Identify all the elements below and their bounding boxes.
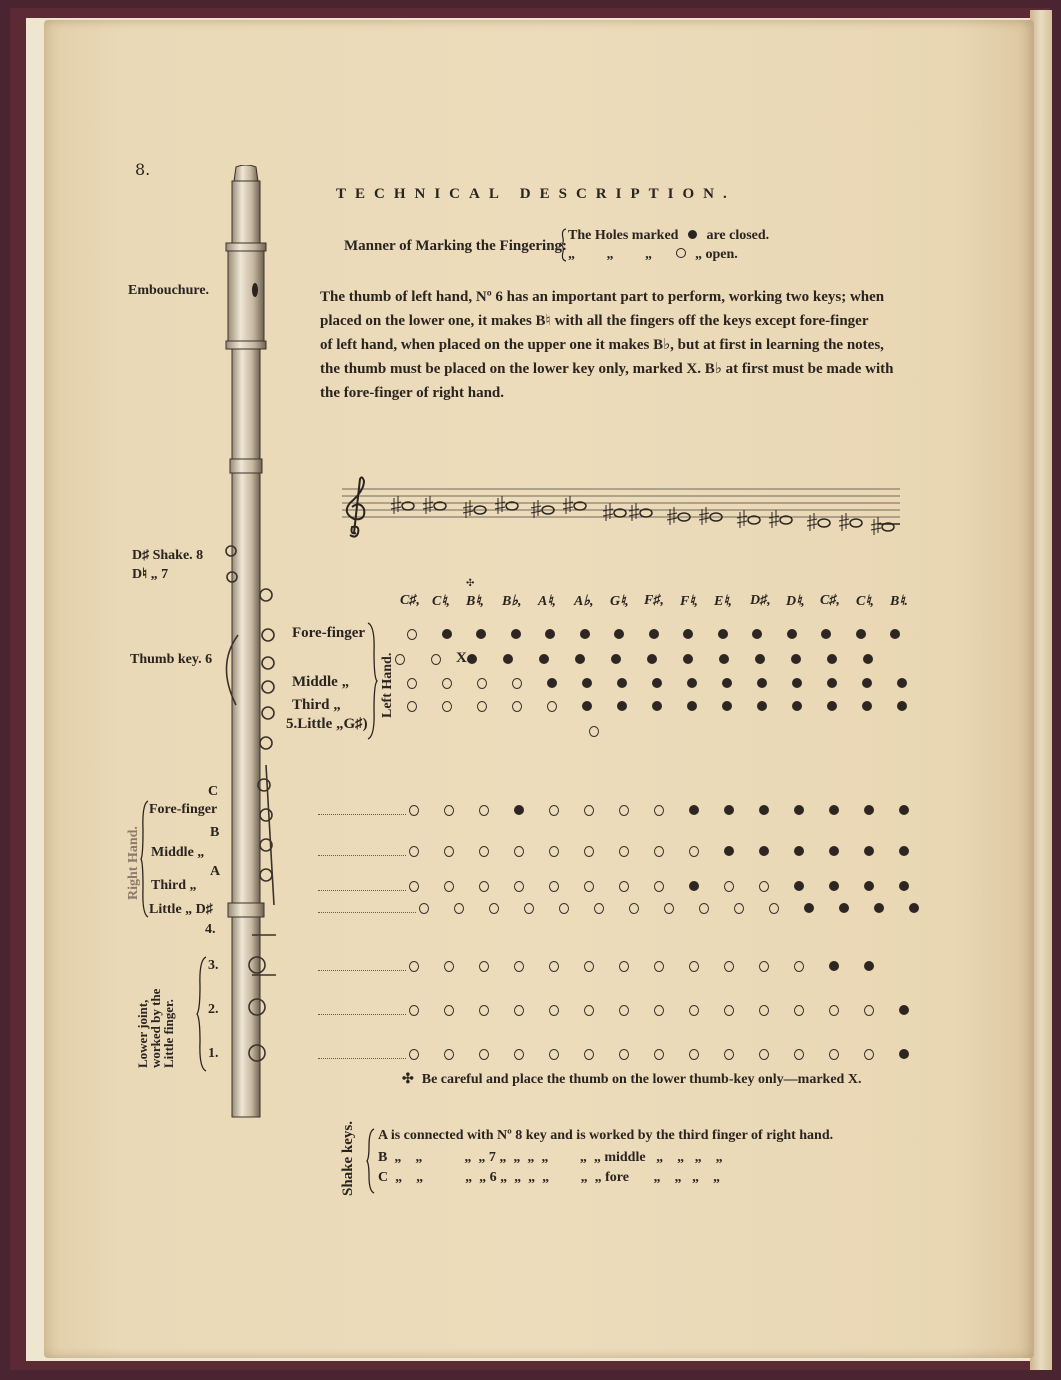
rh-fore-label: Fore-finger bbox=[149, 802, 218, 817]
treble-clef-icon bbox=[347, 477, 364, 536]
closed-hole-icon bbox=[582, 701, 592, 711]
open-hole-icon bbox=[549, 805, 559, 816]
page-title: TECHNICAL DESCRIPTION. bbox=[336, 186, 736, 202]
open-hole-icon bbox=[479, 1049, 489, 1060]
shake-keys-label: Shake keys. bbox=[340, 1120, 356, 1196]
leader-line bbox=[318, 1058, 406, 1059]
closed-hole-icon bbox=[442, 629, 452, 639]
leader-line bbox=[318, 912, 416, 913]
open-hole-icon bbox=[689, 846, 699, 857]
open-hole-icon bbox=[479, 805, 489, 816]
closed-hole-icon bbox=[687, 701, 697, 711]
closed-hole-icon bbox=[611, 654, 621, 664]
open-hole-icon bbox=[444, 961, 454, 972]
closed-hole-icon bbox=[829, 805, 839, 815]
accidental-icon bbox=[563, 496, 573, 514]
closed-hole-icon bbox=[827, 701, 837, 711]
closed-hole-icon bbox=[719, 654, 729, 664]
closed-hole-icon bbox=[864, 805, 874, 815]
closed-hole-icon bbox=[899, 805, 909, 815]
open-hole-icon bbox=[619, 1049, 629, 1060]
open-hole-icon bbox=[409, 805, 419, 816]
closed-hole-icon bbox=[890, 629, 900, 639]
open-hole-icon bbox=[654, 1005, 664, 1016]
closed-hole-icon bbox=[899, 1005, 909, 1015]
key-b-label: B bbox=[210, 825, 220, 840]
open-hole-icon bbox=[724, 1005, 734, 1016]
open-hole-icon bbox=[654, 881, 664, 892]
leader-line bbox=[318, 855, 406, 856]
music-staff bbox=[340, 475, 905, 545]
closed-hole-icon bbox=[909, 903, 919, 913]
open-hole-icon bbox=[444, 1005, 454, 1016]
open-hole-icon bbox=[584, 805, 594, 816]
closed-hole-icon bbox=[503, 654, 513, 664]
open-hole-icon bbox=[407, 678, 417, 689]
marking-line-closed bbox=[568, 228, 769, 244]
open-hole-icon bbox=[407, 701, 417, 712]
accidental-icon bbox=[769, 510, 779, 528]
open-hole-icon bbox=[512, 678, 522, 689]
closed-hole-icon bbox=[649, 629, 659, 639]
open-hole-icon bbox=[395, 654, 405, 665]
lower-joint-line: Lower joint, bbox=[135, 999, 150, 1068]
accidental-icon bbox=[737, 510, 747, 528]
d-natural-label: D♮ „ 7 bbox=[132, 567, 169, 582]
closed-hole-icon bbox=[511, 629, 521, 639]
closed-hole-icon bbox=[547, 678, 557, 688]
embouchure-label: Embouchure. bbox=[128, 283, 210, 298]
open-hole-icon bbox=[419, 903, 429, 914]
open-hole-icon bbox=[549, 881, 559, 892]
open-hole-icon bbox=[724, 961, 734, 972]
open-hole-icon bbox=[514, 1005, 524, 1016]
leader-line bbox=[318, 814, 406, 815]
open-hole-icon bbox=[409, 846, 419, 857]
open-hole-icon bbox=[759, 1049, 769, 1060]
note-name: B♮. bbox=[890, 594, 908, 609]
closed-hole-icon bbox=[647, 654, 657, 664]
open-hole-icon bbox=[759, 961, 769, 972]
closed-hole-icon bbox=[827, 678, 837, 688]
accidental-icon bbox=[629, 503, 639, 521]
closed-hole-icon bbox=[722, 701, 732, 711]
accidental-icon bbox=[495, 496, 505, 514]
shake-key-c-line: C „ „ „ „ 6 „ „ „ „ „ „ fore „ „ „ „ bbox=[378, 1170, 720, 1185]
closed-hole-icon bbox=[791, 654, 801, 664]
open-hole-icon bbox=[829, 1049, 839, 1060]
open-hole-icon bbox=[654, 1049, 664, 1060]
open-hole-icon bbox=[759, 881, 769, 892]
accidental-icon bbox=[603, 503, 613, 521]
open-hole-icon bbox=[689, 1049, 699, 1060]
closed-hole-icon bbox=[897, 701, 907, 711]
closed-hole-icon bbox=[821, 629, 831, 639]
open-hole-icon bbox=[699, 903, 709, 914]
open-hole-icon bbox=[409, 1049, 419, 1060]
closed-hole-icon bbox=[689, 881, 699, 891]
open-hole-icon bbox=[589, 726, 599, 737]
open-hole-icon bbox=[479, 846, 489, 857]
marking-open-prefix: „ „ „ bbox=[568, 247, 666, 262]
intro-line: placed on the lower one, it makes B♮ with all the fingers off the keys except fore-finger bbox=[320, 313, 869, 329]
open-hole-icon bbox=[724, 881, 734, 892]
note-name: C♯, bbox=[400, 593, 420, 608]
rh-middle-label: Middle „ bbox=[151, 845, 205, 860]
open-hole-icon bbox=[549, 846, 559, 857]
closed-hole-icon bbox=[575, 654, 585, 664]
note-name: D♯, bbox=[750, 593, 771, 608]
closed-hole-icon bbox=[724, 805, 734, 815]
caution-note bbox=[402, 1071, 861, 1088]
open-hole-icon bbox=[619, 805, 629, 816]
open-hole-icon bbox=[584, 881, 594, 892]
left-hand-brace-left bbox=[366, 622, 378, 740]
accidental-icon bbox=[807, 513, 817, 531]
closed-hole-icon bbox=[755, 654, 765, 664]
key-1-label: 1. bbox=[208, 1046, 219, 1061]
closed-hole-icon bbox=[718, 629, 728, 639]
key-c-label: C bbox=[208, 784, 219, 799]
intro-line: the fore-finger of right hand. bbox=[320, 385, 505, 401]
open-hole-icon bbox=[489, 903, 499, 914]
closed-hole-icon bbox=[514, 805, 524, 815]
key-2-label: 2. bbox=[208, 1002, 219, 1017]
cross-marker-icon: ✣ bbox=[466, 578, 475, 589]
open-hole-icon bbox=[676, 248, 686, 258]
note-name: B♭, bbox=[502, 594, 522, 609]
closed-hole-icon bbox=[539, 654, 549, 664]
closed-hole-icon bbox=[856, 629, 866, 639]
open-hole-icon bbox=[444, 805, 454, 816]
closed-hole-icon bbox=[582, 678, 592, 688]
open-hole-icon bbox=[409, 961, 419, 972]
closed-hole-icon bbox=[864, 846, 874, 856]
marking-closed-suffix: are closed. bbox=[706, 228, 770, 243]
open-hole-icon bbox=[619, 961, 629, 972]
shake-keys-brace bbox=[366, 1128, 376, 1194]
open-hole-icon bbox=[654, 805, 664, 816]
open-hole-icon bbox=[549, 961, 559, 972]
marking-open-suffix: „ open. bbox=[695, 247, 738, 262]
key-4-label: 4. bbox=[205, 922, 216, 937]
open-hole-icon bbox=[442, 701, 452, 712]
lh-little-label: 5.Little „G♯) bbox=[286, 716, 368, 732]
marking-line-open bbox=[568, 247, 738, 263]
lower-joint-line: worked by the bbox=[148, 988, 163, 1068]
open-hole-icon bbox=[444, 881, 454, 892]
open-hole-icon bbox=[431, 654, 441, 665]
open-hole-icon bbox=[477, 678, 487, 689]
closed-hole-icon bbox=[759, 846, 769, 856]
open-hole-icon bbox=[794, 1005, 804, 1016]
open-hole-icon bbox=[584, 846, 594, 857]
open-hole-icon bbox=[444, 846, 454, 857]
open-hole-icon bbox=[864, 1005, 874, 1016]
closed-hole-icon bbox=[897, 678, 907, 688]
open-hole-icon bbox=[654, 961, 664, 972]
accidental-icon bbox=[423, 496, 433, 514]
open-hole-icon bbox=[444, 1049, 454, 1060]
lower-joint-brace bbox=[196, 956, 208, 1072]
lh-fore-label: Fore-finger bbox=[292, 625, 366, 641]
rh-little-label: Little „ D♯ bbox=[149, 902, 213, 917]
left-hand-bracket-label: Left Hand. bbox=[380, 652, 395, 718]
lower-joint-line: Little finger. bbox=[161, 999, 176, 1068]
closed-hole-icon bbox=[864, 961, 874, 971]
intro-line: The thumb of left hand, Nº 6 has an important part to perform, working two keys; when bbox=[320, 289, 885, 305]
open-hole-icon bbox=[654, 846, 664, 857]
closed-hole-icon bbox=[757, 678, 767, 688]
closed-hole-icon bbox=[827, 654, 837, 664]
note-name: A♮, bbox=[538, 594, 556, 609]
marking-closed-prefix: The Holes marked bbox=[568, 228, 679, 243]
note-name: E♮, bbox=[714, 594, 732, 609]
d-sharp-shake-label: D♯ Shake. 8 bbox=[132, 548, 204, 563]
key-a-label: A bbox=[210, 864, 221, 879]
note-name: A♭, bbox=[574, 594, 594, 609]
open-hole-icon bbox=[619, 1005, 629, 1016]
open-hole-icon bbox=[524, 903, 534, 914]
open-hole-icon bbox=[619, 881, 629, 892]
open-hole-icon bbox=[559, 903, 569, 914]
closed-hole-icon bbox=[899, 846, 909, 856]
closed-hole-icon bbox=[545, 629, 555, 639]
cross-marker-icon: ✣ bbox=[402, 1072, 414, 1087]
open-hole-icon bbox=[794, 1049, 804, 1060]
leader-line bbox=[318, 970, 406, 971]
accidental-icon bbox=[391, 496, 401, 514]
closed-hole-icon bbox=[829, 881, 839, 891]
closed-hole-icon bbox=[794, 846, 804, 856]
open-hole-icon bbox=[514, 1049, 524, 1060]
open-hole-icon bbox=[594, 903, 604, 914]
caution-text: Be careful and place the thumb on the lower thumb-key only—marked X. bbox=[421, 1072, 862, 1087]
closed-hole-icon bbox=[752, 629, 762, 639]
note-name: B♮, bbox=[466, 594, 484, 609]
open-hole-icon bbox=[664, 903, 674, 914]
staff-note bbox=[818, 519, 830, 527]
open-hole-icon bbox=[454, 903, 464, 914]
open-hole-icon bbox=[829, 1005, 839, 1016]
closed-hole-icon bbox=[862, 678, 872, 688]
closed-hole-icon bbox=[899, 1049, 909, 1059]
page-number: 8. bbox=[135, 160, 151, 179]
note-name: F♮, bbox=[680, 594, 698, 609]
key-3-label: 3. bbox=[208, 958, 219, 973]
intro-line: of left hand, when placed on the upper one it makes B♭, but at first in learning the notes, bbox=[320, 337, 884, 353]
closed-hole-icon bbox=[794, 881, 804, 891]
open-hole-icon bbox=[864, 1049, 874, 1060]
closed-hole-icon bbox=[759, 805, 769, 815]
closed-hole-icon bbox=[724, 846, 734, 856]
open-hole-icon bbox=[547, 701, 557, 712]
thumb-key-label: Thumb key. 6 bbox=[130, 652, 213, 667]
closed-hole-icon bbox=[794, 805, 804, 815]
note-name: C♮, bbox=[432, 594, 450, 609]
open-hole-icon bbox=[407, 629, 417, 640]
closed-hole-icon bbox=[874, 903, 884, 913]
closed-hole-icon bbox=[722, 678, 732, 688]
accidental-icon bbox=[839, 513, 849, 531]
closed-hole-icon bbox=[617, 678, 627, 688]
closed-hole-icon bbox=[829, 846, 839, 856]
note-name: C♯, bbox=[820, 593, 840, 608]
open-hole-icon bbox=[734, 903, 744, 914]
closed-hole-icon bbox=[652, 678, 662, 688]
closed-hole-icon bbox=[580, 629, 590, 639]
closed-hole-icon bbox=[804, 903, 814, 913]
open-hole-icon bbox=[794, 961, 804, 972]
leader-line bbox=[318, 890, 406, 891]
closed-hole-icon bbox=[829, 961, 839, 971]
closed-hole-icon bbox=[792, 701, 802, 711]
open-hole-icon bbox=[409, 1005, 419, 1016]
lh-third-label: Third „ bbox=[292, 697, 341, 713]
lh-middle-label: Middle „ bbox=[292, 674, 350, 690]
lower-joint-label bbox=[136, 989, 175, 1068]
open-hole-icon bbox=[514, 846, 524, 857]
open-hole-icon bbox=[619, 846, 629, 857]
open-hole-icon bbox=[584, 1005, 594, 1016]
open-hole-icon bbox=[514, 961, 524, 972]
open-hole-icon bbox=[512, 701, 522, 712]
closed-hole-icon bbox=[864, 881, 874, 891]
closed-hole-icon bbox=[617, 701, 627, 711]
shake-key-b-line: B „ „ „ „ 7 „ „ „ „ „ „ middle „ „ „ „ bbox=[378, 1150, 723, 1165]
note-name: C♮, bbox=[856, 594, 874, 609]
closed-hole-icon bbox=[652, 701, 662, 711]
right-hand-bracket-label: Right Hand. bbox=[126, 826, 141, 900]
closed-hole-icon bbox=[839, 903, 849, 913]
open-hole-icon bbox=[759, 1005, 769, 1016]
intro-line: the thumb must be placed on the lower key only, marked X. B♭ at first must be made with bbox=[320, 361, 894, 377]
open-hole-icon bbox=[409, 881, 419, 892]
accidental-icon bbox=[871, 517, 881, 535]
open-hole-icon bbox=[769, 903, 779, 914]
closed-hole-icon bbox=[689, 805, 699, 815]
closed-hole-icon bbox=[757, 701, 767, 711]
open-hole-icon bbox=[479, 961, 489, 972]
note-name: F♯, bbox=[644, 593, 664, 608]
flute-illustration bbox=[222, 165, 292, 1125]
note-name: G♮, bbox=[610, 594, 629, 609]
closed-hole-icon bbox=[476, 629, 486, 639]
open-hole-icon bbox=[514, 881, 524, 892]
closed-hole-icon bbox=[683, 629, 693, 639]
closed-hole-icon bbox=[614, 629, 624, 639]
closed-hole-icon bbox=[683, 654, 693, 664]
rh-third-label: Third „ bbox=[151, 878, 197, 893]
open-hole-icon bbox=[549, 1049, 559, 1060]
closed-hole-icon bbox=[787, 629, 797, 639]
shake-key-a-line: A is connected with Nº 8 key and is worked by the third finger of right hand. bbox=[378, 1128, 834, 1143]
marking-brace bbox=[560, 228, 568, 262]
open-hole-icon bbox=[584, 1049, 594, 1060]
closed-hole-icon bbox=[792, 678, 802, 688]
closed-hole-icon bbox=[899, 881, 909, 891]
leader-line bbox=[318, 1014, 406, 1015]
staff-note bbox=[850, 519, 862, 527]
closed-hole-icon bbox=[687, 678, 697, 688]
closed-hole-icon bbox=[688, 230, 697, 239]
open-hole-icon bbox=[477, 701, 487, 712]
note-name: D♮, bbox=[786, 594, 805, 609]
open-hole-icon bbox=[724, 1049, 734, 1060]
open-hole-icon bbox=[479, 1005, 489, 1016]
closed-hole-icon bbox=[467, 654, 477, 664]
thumb-x-marker: X bbox=[456, 650, 467, 666]
open-hole-icon bbox=[689, 961, 699, 972]
open-hole-icon bbox=[479, 881, 489, 892]
marking-label: Manner of Marking the Fingering: bbox=[344, 238, 568, 254]
closed-hole-icon bbox=[862, 701, 872, 711]
open-hole-icon bbox=[629, 903, 639, 914]
open-hole-icon bbox=[442, 678, 452, 689]
open-hole-icon bbox=[549, 1005, 559, 1016]
open-hole-icon bbox=[689, 1005, 699, 1016]
closed-hole-icon bbox=[863, 654, 873, 664]
intro-paragraph bbox=[320, 285, 910, 405]
open-hole-icon bbox=[584, 961, 594, 972]
